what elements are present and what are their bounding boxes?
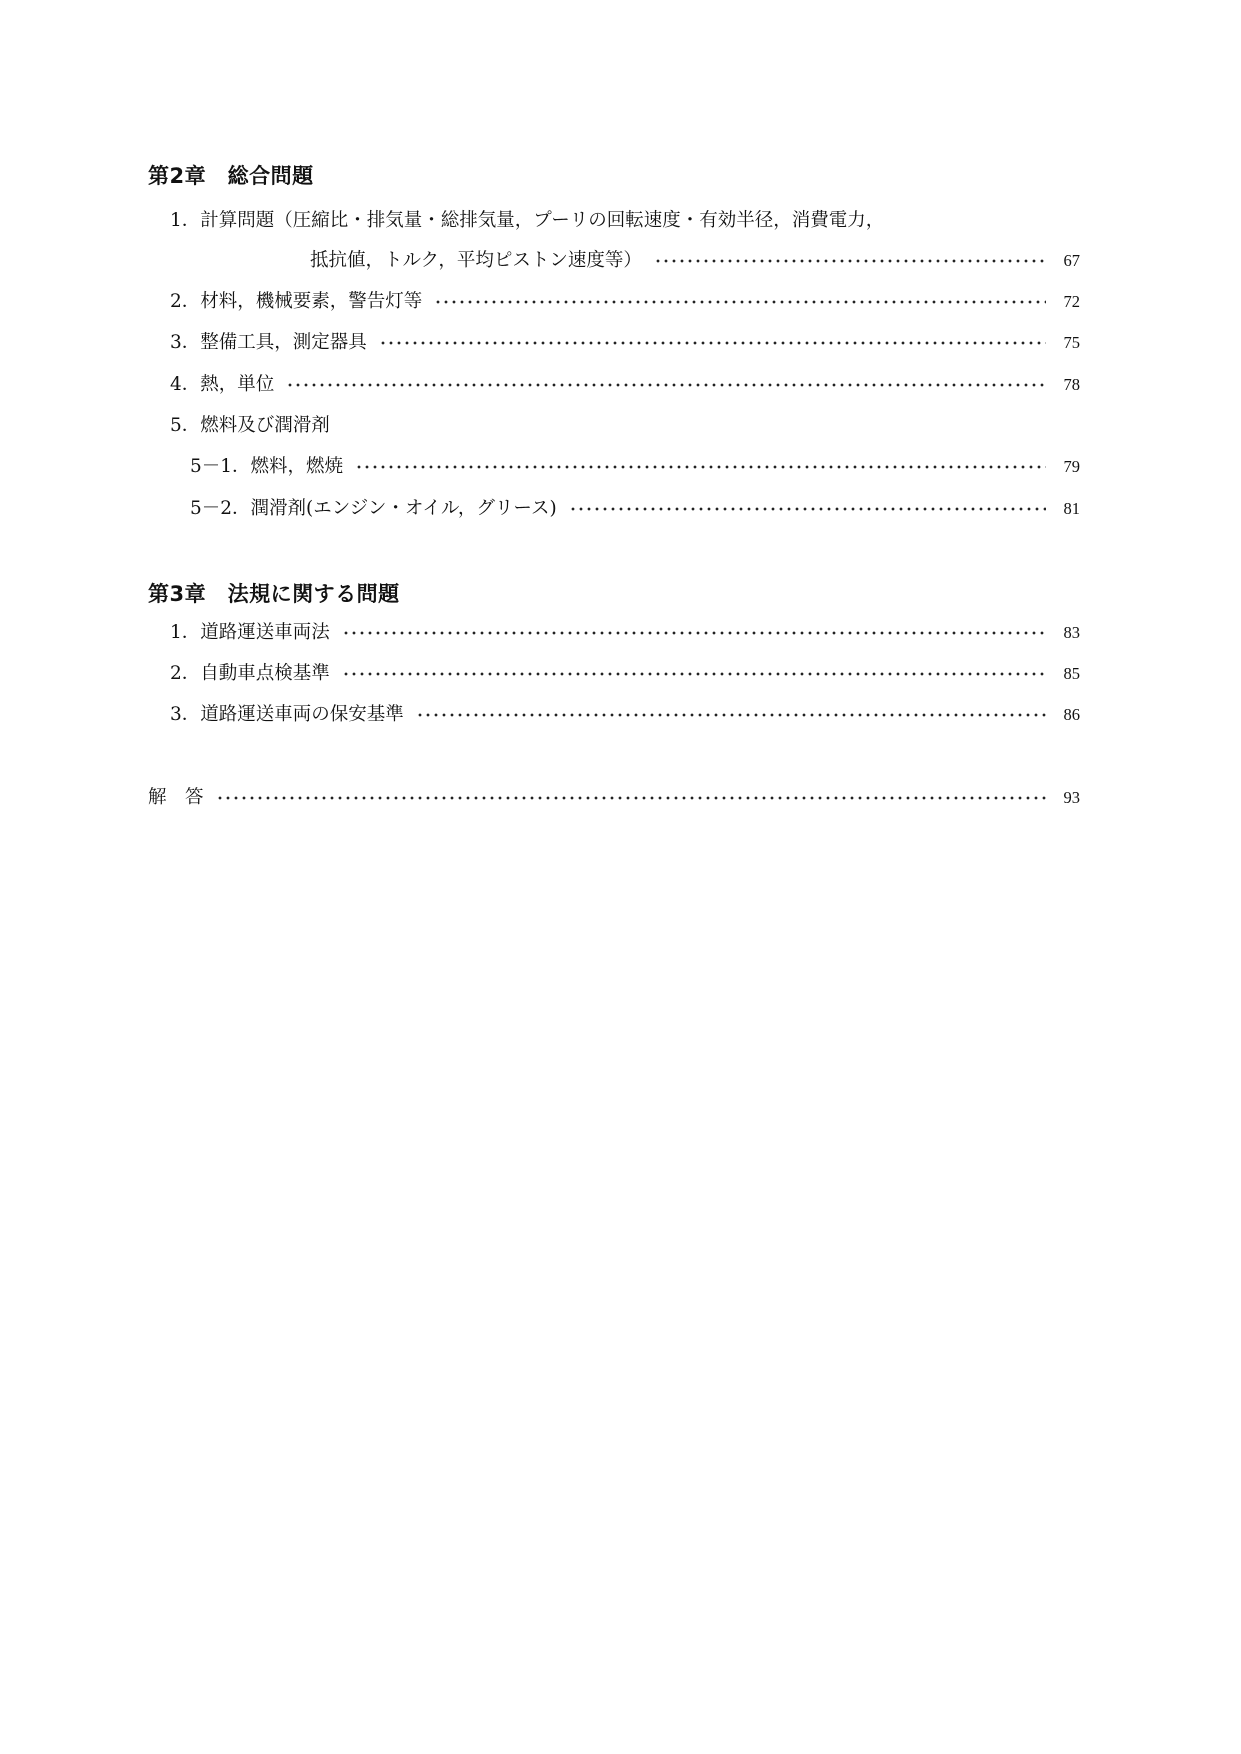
- entry-title: 熱，単位: [200, 374, 275, 395]
- entry-number: 4．: [170, 374, 201, 395]
- dot-leader: [342, 661, 1046, 687]
- toc-entry-3-2[interactable]: [170, 661, 1080, 687]
- toc-entry-2-5[interactable]: [170, 413, 330, 439]
- entry-number: 2．: [170, 663, 201, 684]
- toc-entry-2-2[interactable]: [170, 289, 1080, 315]
- dot-leader: [416, 702, 1046, 728]
- toc-entry-2-1-cont[interactable]: [310, 248, 1080, 274]
- page-number: 67: [1063, 251, 1080, 270]
- dot-leader: [379, 330, 1046, 356]
- toc-entry-2-5-1[interactable]: [190, 454, 1080, 480]
- dot-leader: [569, 496, 1046, 522]
- entry-number: 5－1．: [190, 456, 251, 477]
- page-number: 85: [1063, 664, 1080, 683]
- toc-entry-3-3[interactable]: [170, 702, 1080, 728]
- entry-title: 自動車点検基準: [200, 663, 330, 684]
- entry-title: 整備工具，測定器具: [200, 332, 367, 353]
- entry-number: 3．: [170, 332, 201, 353]
- page-number: 78: [1063, 375, 1080, 394]
- entry-number: 5－2．: [190, 498, 251, 519]
- entry-number: 1．: [170, 622, 201, 643]
- entry-title: 抵抗値，トルク，平均ピストン速度等）: [310, 250, 642, 271]
- entry-title: 計算問題（圧縮比・排気量・総排気量，プーリの回転速度・有効半径，消費電力，: [200, 210, 885, 231]
- dot-leader: [355, 454, 1046, 480]
- page-number: 93: [1063, 788, 1080, 807]
- entry-title: 材料，機械要素，警告灯等: [200, 291, 423, 312]
- page-number: 72: [1063, 292, 1080, 311]
- page-number: 75: [1063, 333, 1080, 352]
- dot-leader: [342, 620, 1046, 646]
- entry-title: 潤滑剤(エンジン・オイル，グリース): [250, 498, 557, 519]
- toc-entry-3-1[interactable]: [170, 620, 1080, 646]
- toc-entry-2-1[interactable]: [170, 208, 884, 234]
- page-number: 79: [1063, 457, 1080, 476]
- entry-number: 5．: [170, 415, 201, 436]
- toc-entry-2-4[interactable]: [170, 372, 1080, 398]
- dot-leader: [654, 248, 1046, 274]
- entry-number: 1．: [170, 210, 201, 231]
- entry-title: 道路運送車両法: [200, 622, 330, 643]
- page-number: 83: [1063, 623, 1080, 642]
- page-number: 86: [1063, 705, 1080, 724]
- dot-leader: [434, 289, 1046, 315]
- toc-entry-2-3[interactable]: [170, 330, 1080, 356]
- entry-title: 燃料，燃焼: [250, 456, 344, 477]
- dot-leader: [216, 785, 1046, 811]
- chapter-2-title: 第2章 総合問題: [148, 164, 314, 188]
- entry-number: 2．: [170, 291, 201, 312]
- toc-entry-2-5-2[interactable]: [190, 496, 1080, 522]
- chapter-3-title: 第3章 法規に関する問題: [148, 582, 400, 606]
- entry-number: 3．: [170, 704, 201, 725]
- entry-title: 解 答: [148, 787, 204, 808]
- entry-title: 道路運送車両の保安基準: [200, 704, 404, 725]
- page-number: 81: [1063, 499, 1080, 518]
- entry-title: 燃料及び潤滑剤: [200, 415, 330, 436]
- dot-leader: [286, 372, 1046, 398]
- toc-entry-answers[interactable]: [148, 785, 1080, 811]
